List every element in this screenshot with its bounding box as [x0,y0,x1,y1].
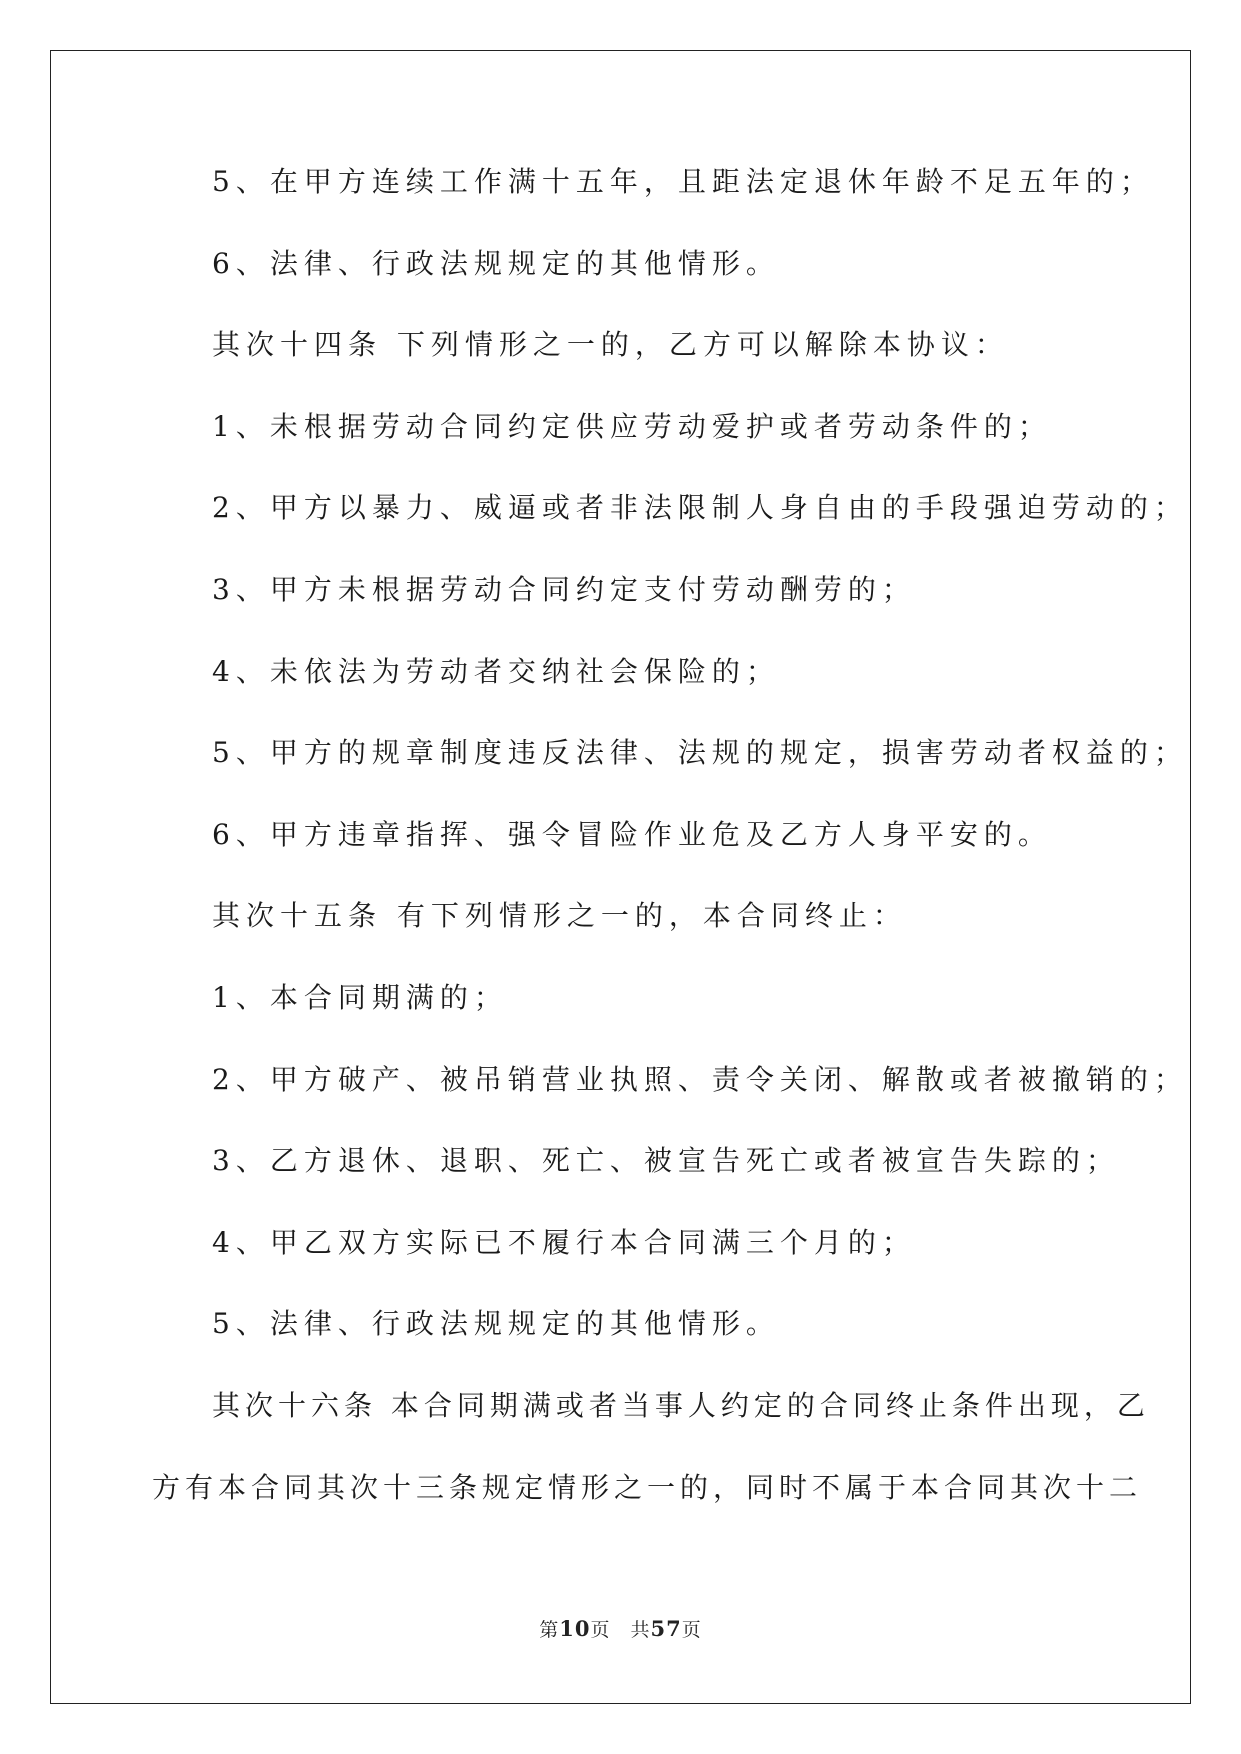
paragraph: 6、法律、行政法规规定的其他情形。 [212,246,780,280]
paragraph: 1、本合同期满的； [212,980,508,1014]
paragraph: 4、甲乙双方实际已不履行本合同满三个月的； [212,1225,916,1259]
footer-mid: 页 共 [590,1619,651,1641]
paragraph: 4、未依法为劳动者交纳社会保险的； [212,654,780,688]
paragraph: 5、甲方的规章制度违反法律、法规的规定，损害劳动者权益的； [212,736,1188,770]
paragraph: 2、甲方以暴力、威逼或者非法限制人身自由的手段强迫劳动的； [212,491,1188,525]
paragraph: 5、法律、行政法规规定的其他情形。 [212,1307,780,1341]
total-pages: 57 [650,1616,682,1641]
paragraph: 方有本合同其次十三条规定情形之一的，同时不属于本合同其次十二 [152,1470,1143,1504]
page-number: 10 [559,1616,591,1641]
paragraph: 其次十六条 本合同期满或者当事人约定的合同终止条件出现，乙 [212,1388,1150,1422]
paragraph: 5、在甲方连续工作满十五年，且距法定退休年龄不足五年的； [212,165,1154,198]
paragraph: 6、甲方违章指挥、强令冒险作业危及乙方人身平安的。 [212,817,1052,851]
paragraph: 1、未根据劳动合同约定供应劳动爱护或者劳动条件的； [212,409,1052,443]
paragraph: 其次十五条 有下列情形之一的，本合同终止： [212,899,907,933]
footer-suffix: 页 [681,1619,702,1641]
document-body [152,162,1188,1549]
footer-prefix: 第 [539,1619,560,1641]
page-footer [0,1617,1241,1642]
paragraph: 3、乙方退休、退职、死亡、被宣告死亡或者被宣告失踪的； [212,1144,1120,1178]
paragraph: 2、甲方破产、被吊销营业执照、责令关闭、解散或者被撤销的； [212,1062,1188,1096]
paragraph: 3、甲方未根据劳动合同约定支付劳动酬劳的； [212,572,916,606]
paragraph: 其次十四条 下列情形之一的，乙方可以解除本协议： [212,328,1009,362]
